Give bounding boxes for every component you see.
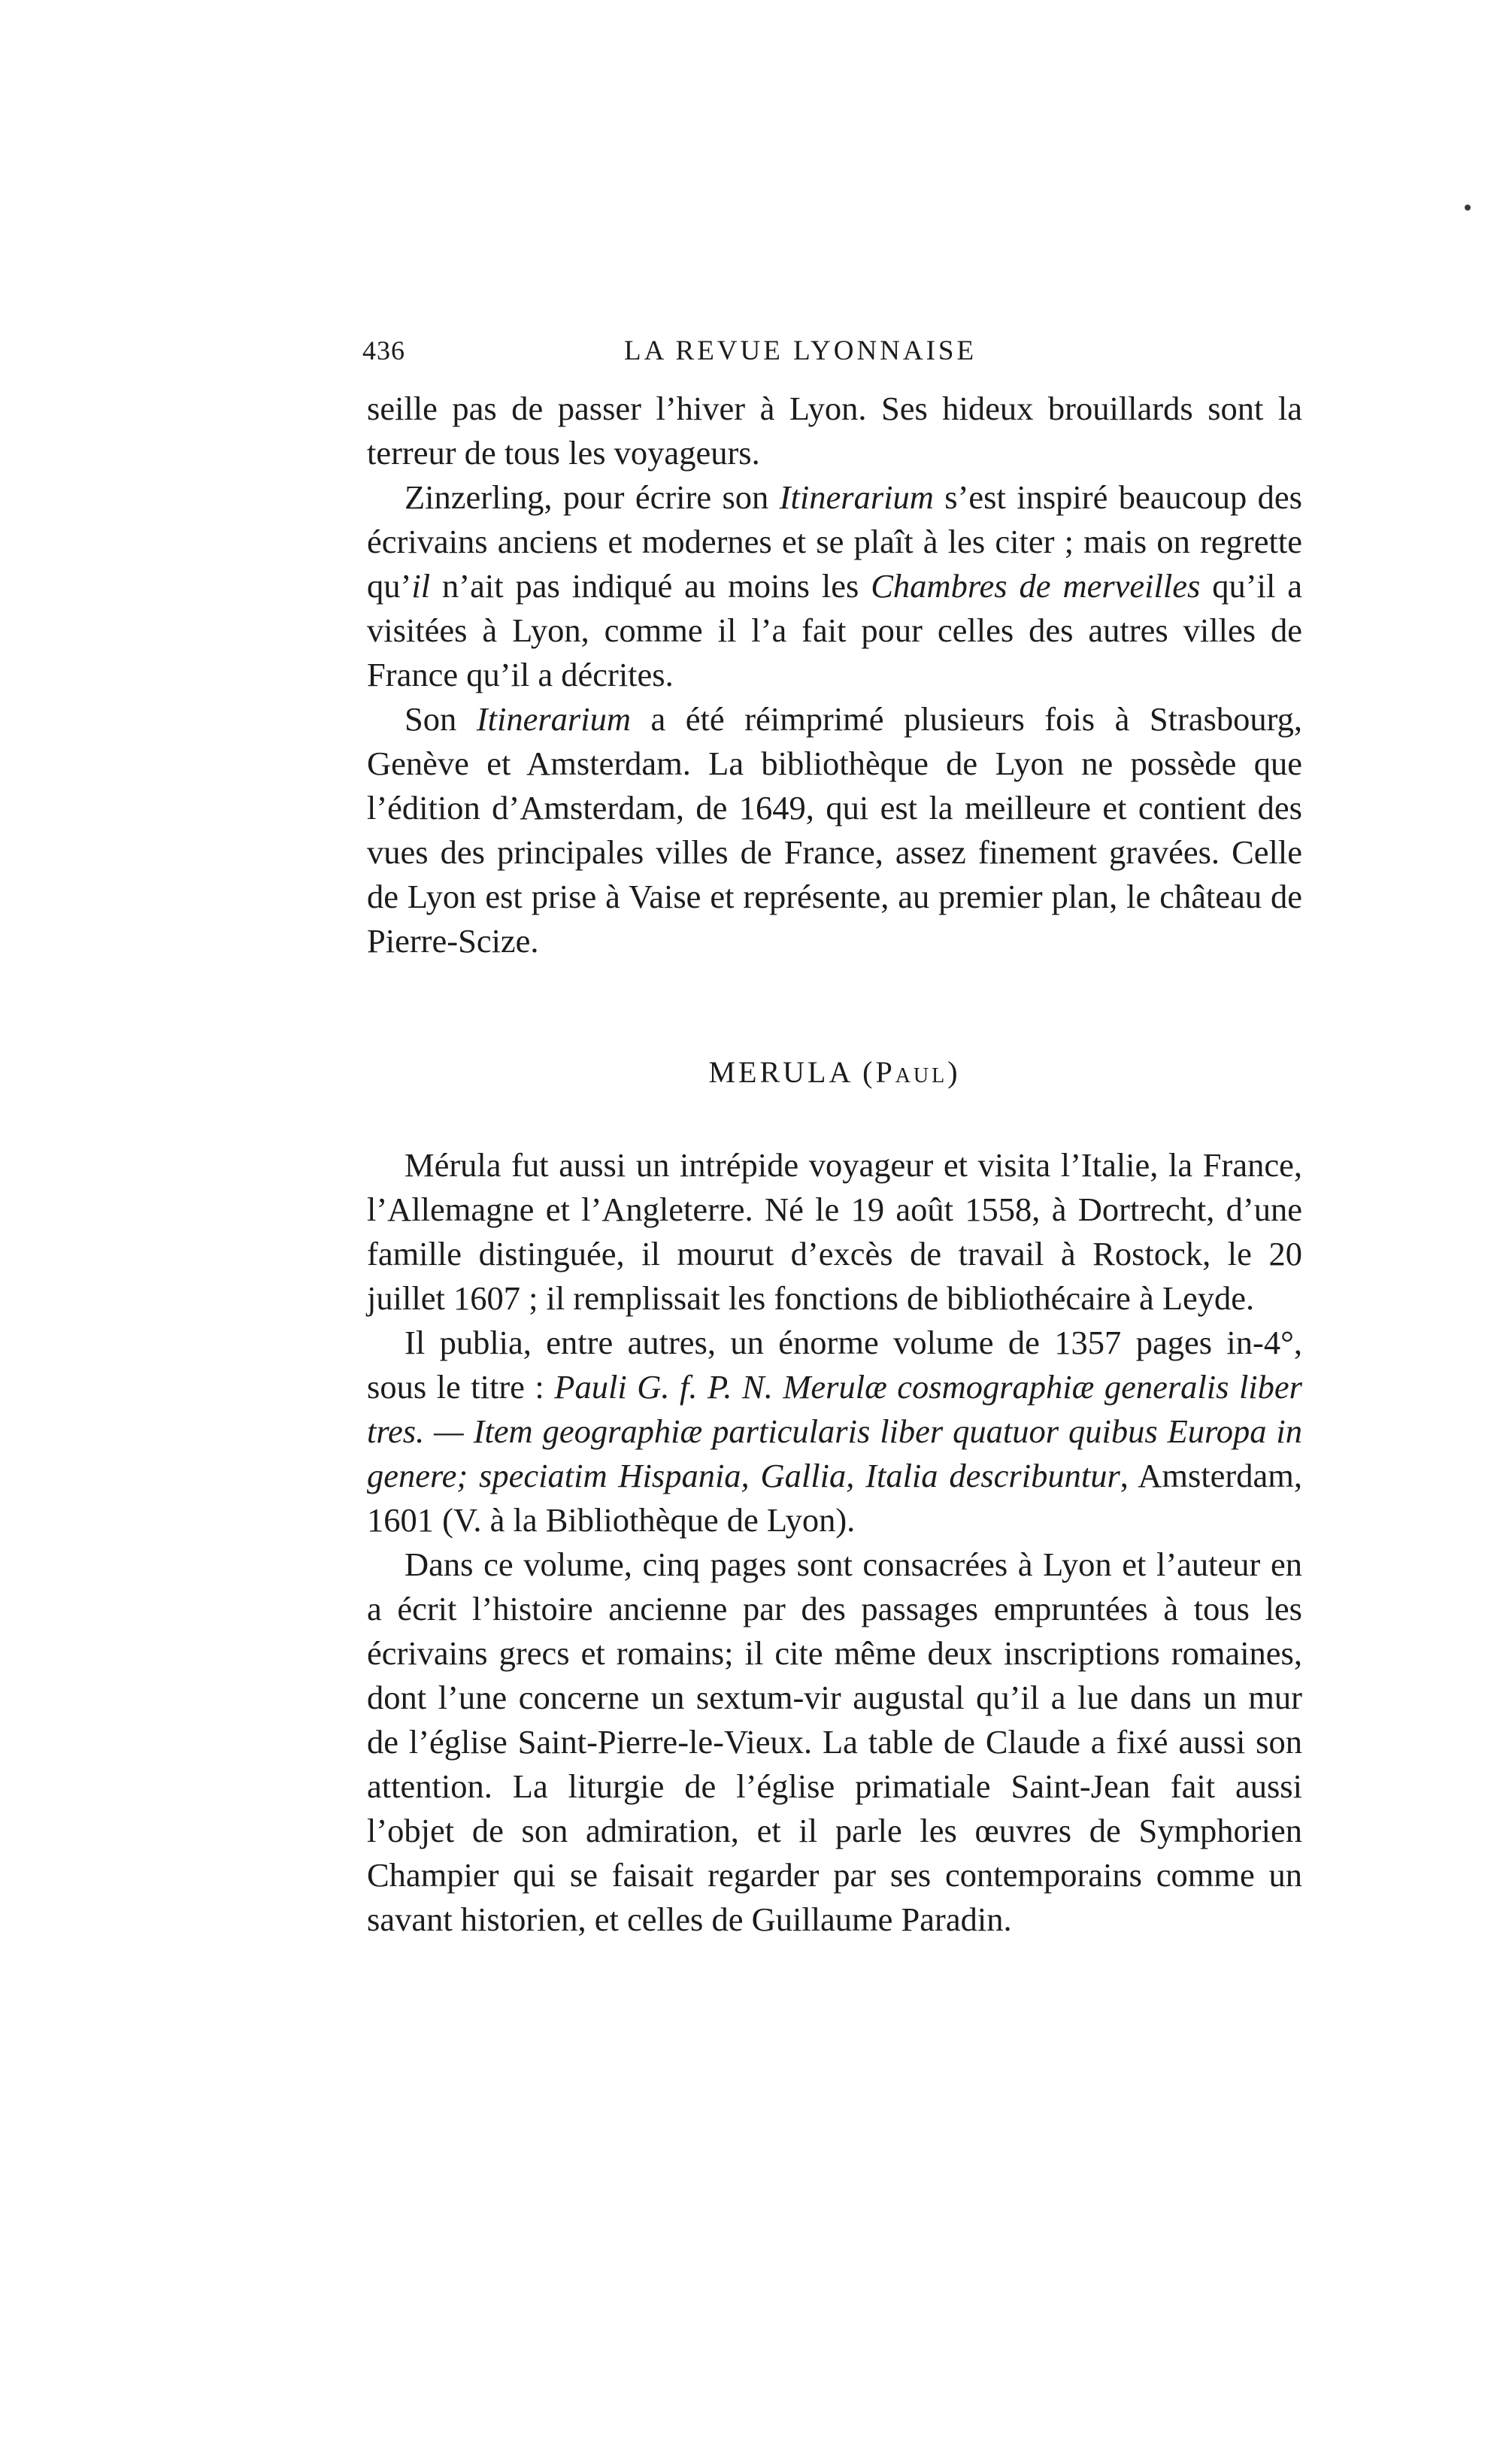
- paragraph: [367, 387, 1302, 475]
- italic-title: Chambres de merveilles: [871, 567, 1201, 605]
- paragraph-text: s’est inspiré beaucoup des écrivains anciens et modernes et se plaît à les citer ; mais on regrette qu’: [367, 478, 1302, 605]
- italic-title: Itinerarium: [476, 700, 631, 738]
- running-header: [362, 335, 1302, 381]
- heading-name: MERULA: [708, 1055, 853, 1089]
- paragraph-text: , Amsterdam, 1601 (V. à la Bibliothèque de Lyon).: [367, 1457, 1302, 1539]
- paragraph-text: n’ait pas indiqué au moins les: [430, 567, 871, 605]
- section-zinzerling-continued: [367, 387, 1302, 963]
- paragraph: [367, 697, 1302, 963]
- paragraph-text: Son: [405, 700, 477, 738]
- italic-word: il: [411, 567, 431, 605]
- italic-title: Pauli G. f. P. N. Merulæ cosmographiæ generalis liber tres. — Item geographiæ particularis liber quatuor quibus Europa in genere; speciatim Hispania, Gallia, Italia describuntur: [367, 1368, 1302, 1494]
- paragraph-text: qu’il a visitées à Lyon, comme il l’a fait pour celles des autres villes de France qu’il a décrites.: [367, 567, 1302, 693]
- paragraph-text: Dans ce volume, cinq pages sont consacrées à Lyon et l’auteur en a écrit l’histoire ancienne par des passages empruntées à tous les écrivains grecs et romains; il cite même deux inscriptions romaines, dont l’une concerne un sextum-vir augustal qu’il a lue dans un mur de l’église Saint-Pierre-le-Vieux. La table de Claude a fixé aussi son attention. La liturgie de l’église primatiale Saint-Jean fait aussi l’objet de son admiration, et il parle les œuvres de Symphorien Champier qui se faisait regarder par ses contemporains comme un savant historien, et celles de Guillaume Paradin.: [367, 1546, 1302, 1938]
- paragraph-text: Zinzerling, pour écrire son: [405, 478, 780, 516]
- paragraph: [367, 1321, 1302, 1542]
- section-heading: [367, 1054, 1302, 1090]
- paragraph-text: seille pas de passer l’hiver à Lyon. Ses hideux brouillards sont la terreur de tous les voyageurs.: [367, 390, 1302, 472]
- paragraph-text: Il publia, entre autres, un énorme volume de 1357 pages in-4°, sous le titre :: [367, 1324, 1302, 1406]
- running-title: LA REVUE LYONNAISE: [624, 335, 977, 366]
- section-merula: [367, 1143, 1302, 1942]
- heading-first-name: (Paul): [862, 1055, 961, 1089]
- paragraph-text: Mérula fut aussi un intrépide voyageur et visita l’Italie, la France, l’Allemagne et l’Angleterre. Né le 19 août 1558, à Dortrecht, d’une famille distinguée, il mourut d’excès de travail à Rostock, le 20 juillet 1607 ; il remplissait les fonctions de bibliothécaire à Leyde.: [367, 1146, 1302, 1317]
- paragraph: [367, 1542, 1302, 1942]
- italic-title: Itinerarium: [779, 478, 934, 516]
- paragraph: [367, 1143, 1302, 1321]
- paragraph-text: a été réimprimé plusieurs fois à Strasbourg, Genève et Amsterdam. La bibliothèque de Lyon ne possède que l’édition d’Amsterdam, de 1649, qui est la meilleure et contient des vues des principales villes de France, assez finement gravées. Celle de Lyon est prise à Vaise et représente, au premier plan, le château de Pierre-Scize.: [367, 700, 1303, 960]
- paragraph: [367, 475, 1302, 697]
- ink-speck: [1465, 205, 1471, 211]
- page-number: 436: [362, 335, 405, 366]
